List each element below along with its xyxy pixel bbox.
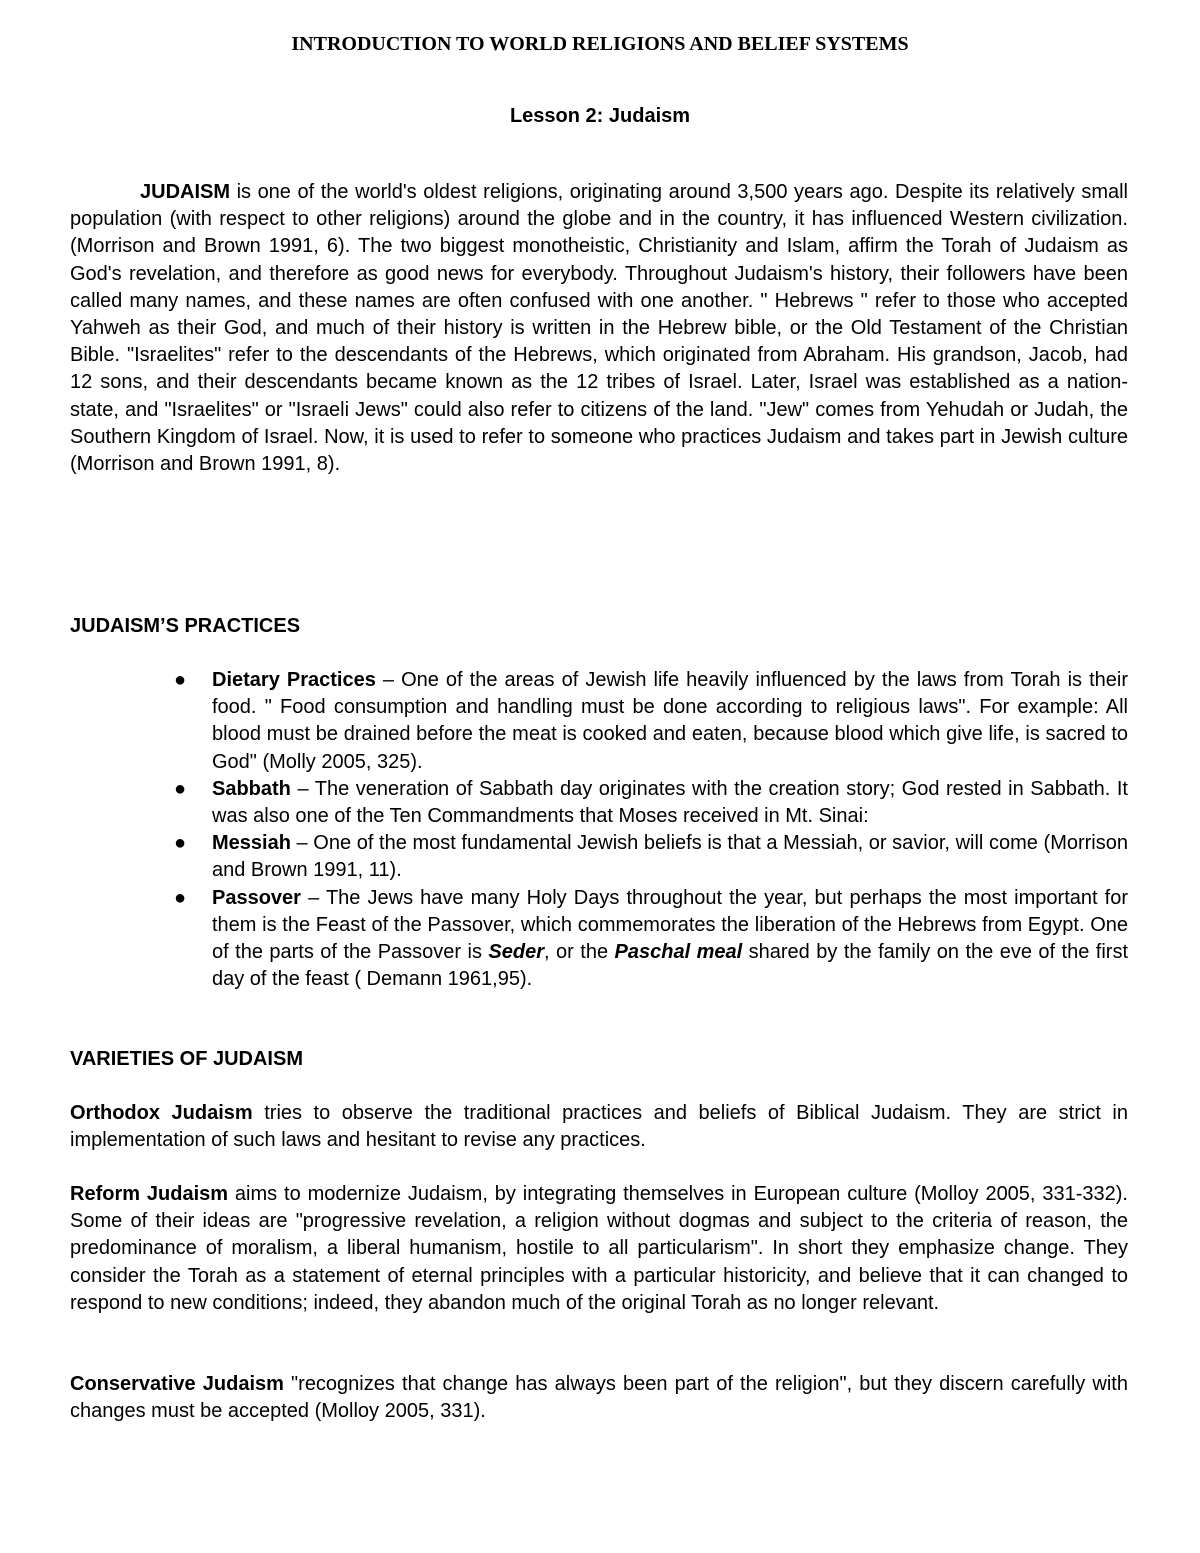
seder-term: Seder [488,941,545,964]
orthodox-paragraph [70,1100,1128,1154]
reform-paragraph [70,1181,1128,1317]
conservative-paragraph [70,1371,1128,1425]
intro-paragraph [70,179,1128,478]
bullet-icon: ● [174,832,187,855]
conservative-term: Conservative Judaism [70,1373,284,1395]
practice-text: , or the [544,941,615,964]
intro-text: is one of the world's oldest religions, originating around 3,500 years ago. Despite its relatively small population (with respect to other religions) around the globe and in the country, it has influenced Western civilization. (Morrison and Brown 1991, 6). The two biggest monotheistic, Christianity and Islam, affirm the Torah of Judaism as God's revelation, and therefore as good news for everybody. Throughout Judaism's history, their followers have been called many names, and these names are often confused with one another. " Hebrews " refer to those who accepted Yahweh as their God, and much of their history is written in the Hebrew bible, or the Old Testament of the Christian Bible. "Israelites" refer to the descendants of the Hebrews, which originated from Abraham. His grandson, Jacob, had 12 sons, and their descendants became known as the 12 tribes of Israel. Later, Israel was established as a nation-state, and "Israelites" or "Israeli Jews" could also refer to citizens of the land. "Jew" comes from Yehudah or Judah, the Southern Kingdom of Israel. Now, it is used to refer to someone who practices Judaism and takes part in Jewish culture (Morrison and Brown 1991, 8). [70,181,1128,476]
practices-heading: JUDAISM’S PRACTICES [70,615,301,637]
practice-term: Sabbath [212,777,291,800]
reform-term: Reform Judaism [70,1183,229,1205]
lesson-title: Lesson 2: Judaism [509,105,691,127]
bullet-icon: ● [174,886,187,909]
practice-term: Passover [212,886,301,909]
list-item-dietary [174,667,1128,776]
orthodox-term: Orthodox Judaism [70,1102,253,1124]
orthodox-text: tries to observe the traditional practices and beliefs of Biblical Judaism. They are strict in implementation of such laws and hesitant to revise any practices. [70,1102,1128,1152]
practices-list [174,667,1129,993]
list-item-sabbath [174,776,1128,830]
varieties-heading: VARIETIES OF JUDAISM [70,1048,303,1070]
practice-text: – One of the most fundamental Jewish beliefs is that a Messiah, or savior, will come (Morrison and Brown 1991, 11). [212,832,1128,882]
list-item-passover [174,885,1129,994]
practice-text: shared by the family on the eve of the first day of the feast ( Demann 1961,95). [212,941,1129,991]
paschal-meal-term: Paschal meal [614,941,743,964]
practice-text: – One of the areas of Jewish life heavily influenced by the laws from Torah is their food. " Food consumption and handling must be done according to religious laws". For example: All blood must be drained before the meat is cooked and eaten, because blood which give life, is sacred to God" (Molly 2005, 325). [212,669,1128,773]
practice-text: – The veneration of Sabbath day originates with the creation story; God rested in Sabbath. It was also one of the Ten Commandments that Moses received in Mt. Sinai: [212,777,1128,828]
bullet-icon: ● [174,669,187,691]
intro-term: JUDAISM [140,181,231,203]
reform-text: aims to modernize Judaism, by integrating themselves in European culture (Molloy 2005, 331-332). Some of their ideas are "progressive revelation, a religion without dogmas and subject to the criteria of reason, the predominance of moralism, a liberal humanism, hostile to all particularism". In short they emphasize change. They consider the Torah as a statement of eternal principles with a particular historicity, and believe that it can changed to respond to new conditions; indeed, they abandon much of the original Torah as no longer relevant. [70,1183,1128,1314]
bullet-icon: ● [174,777,187,800]
practice-term: Messiah [212,832,291,855]
list-item-messiah [174,830,1128,884]
document-title: INTRODUCTION TO WORLD RELIGIONS AND BELIEF SYSTEMS [291,33,909,55]
practice-term: Dietary Practices [212,669,376,691]
practice-text: – The Jews have many Holy Days throughout the year, but perhaps the most important for them is the Feast of the Passover, which commemorates the liberation of the Hebrews from Egypt. One of the parts of the Passover is [212,886,1128,964]
conservative-text: "recognizes that change has always been part of the religion", but they discern carefully with changes must be accepted (Molloy 2005, 331). [70,1373,1128,1423]
